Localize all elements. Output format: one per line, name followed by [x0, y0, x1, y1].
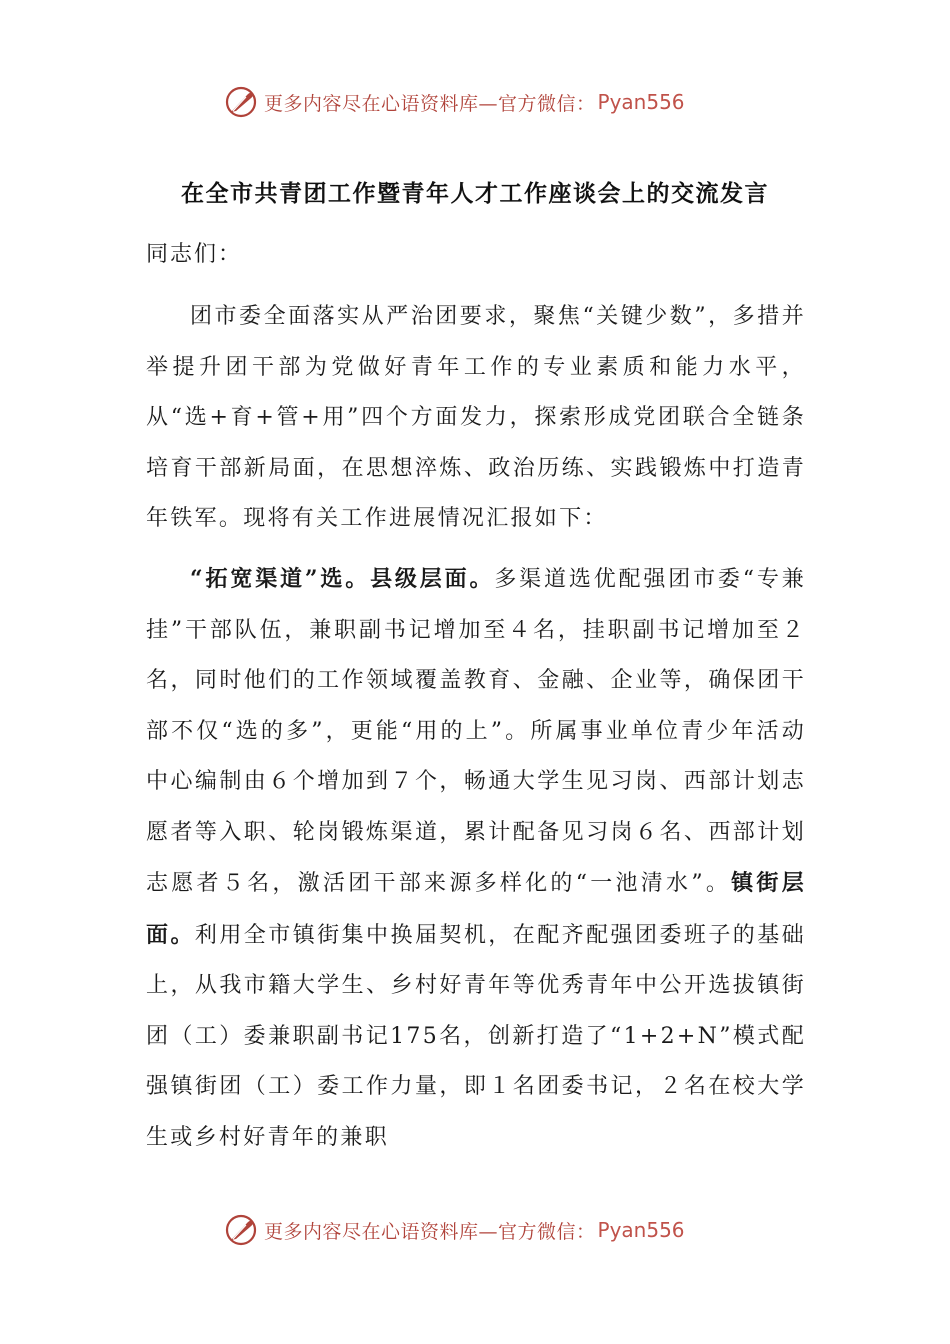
watermark-text: 更多内容尽在心语资料库—官方微信：: [264, 1220, 596, 1243]
intro-text: 团市委全面落实从严治团要求，聚焦“关键少数”，多措并举提升团干部为党做好青年工作的专业素质和能力水平，从“选+育+管+用”四个方面发力，探索形成党团联合全链条培育干部新局面，在思想淬炼、政治历练、实践锻炼中打造青年铁军。现将有关工作进展情况汇报如下：: [146, 304, 806, 531]
watermark-footer: [224, 1210, 685, 1250]
document-title: 在全市共青团工作暨青年人才工作座谈会上的交流发言: [181, 180, 769, 207]
watermark-text: 更多内容尽在心语资料库—官方微信：: [264, 92, 596, 115]
watermark-wechat-id: Pyan556: [597, 90, 685, 114]
intro-paragraph: [146, 292, 806, 545]
watermark-wechat-id: Pyan556: [597, 1218, 685, 1242]
county-level-text: 多渠道选优配强团市委“专兼挂”干部队伍，兼职副书记增加至４名，挂职副书记增加至２名，同时他们的工作领域覆盖教育、金融、企业等，确保团干部不仅“选的多”，更能“用的上”。所属事业单位青少年活动中心编制由６个增加到７个，畅通大学生见习岗、西部计划志愿者等入职、轮岗锻炼渠道，累计配备见习岗６名、西部计划志愿者５名，激活团干部来源多样化的“一池清水”。: [146, 567, 806, 896]
county-level-label: 县级层面。: [370, 566, 495, 592]
town-level-text: 利用全市镇街集中换届契机，在配齐配强团委班子的基础上，从我市籍大学生、乡村好青年等优秀青年中公开选拔镇街团（工）委兼职副书记175名，创新打造了“1+2+N”模式配强镇街团（工）委工作力量，即１名团委书记，２名在校大学生或乡村好青年的兼职: [146, 922, 806, 1150]
section-1-heading: “拓宽渠道”选。: [190, 566, 371, 592]
quill-logo-icon: [224, 1213, 258, 1247]
section-1-body: [146, 554, 806, 1163]
salutation: 同志们：: [146, 242, 243, 267]
section-1-paragraph: [146, 554, 806, 1163]
town-level-label: 镇街层面。: [146, 870, 806, 948]
watermark-header: [224, 82, 685, 122]
quill-logo-icon: [224, 85, 258, 119]
